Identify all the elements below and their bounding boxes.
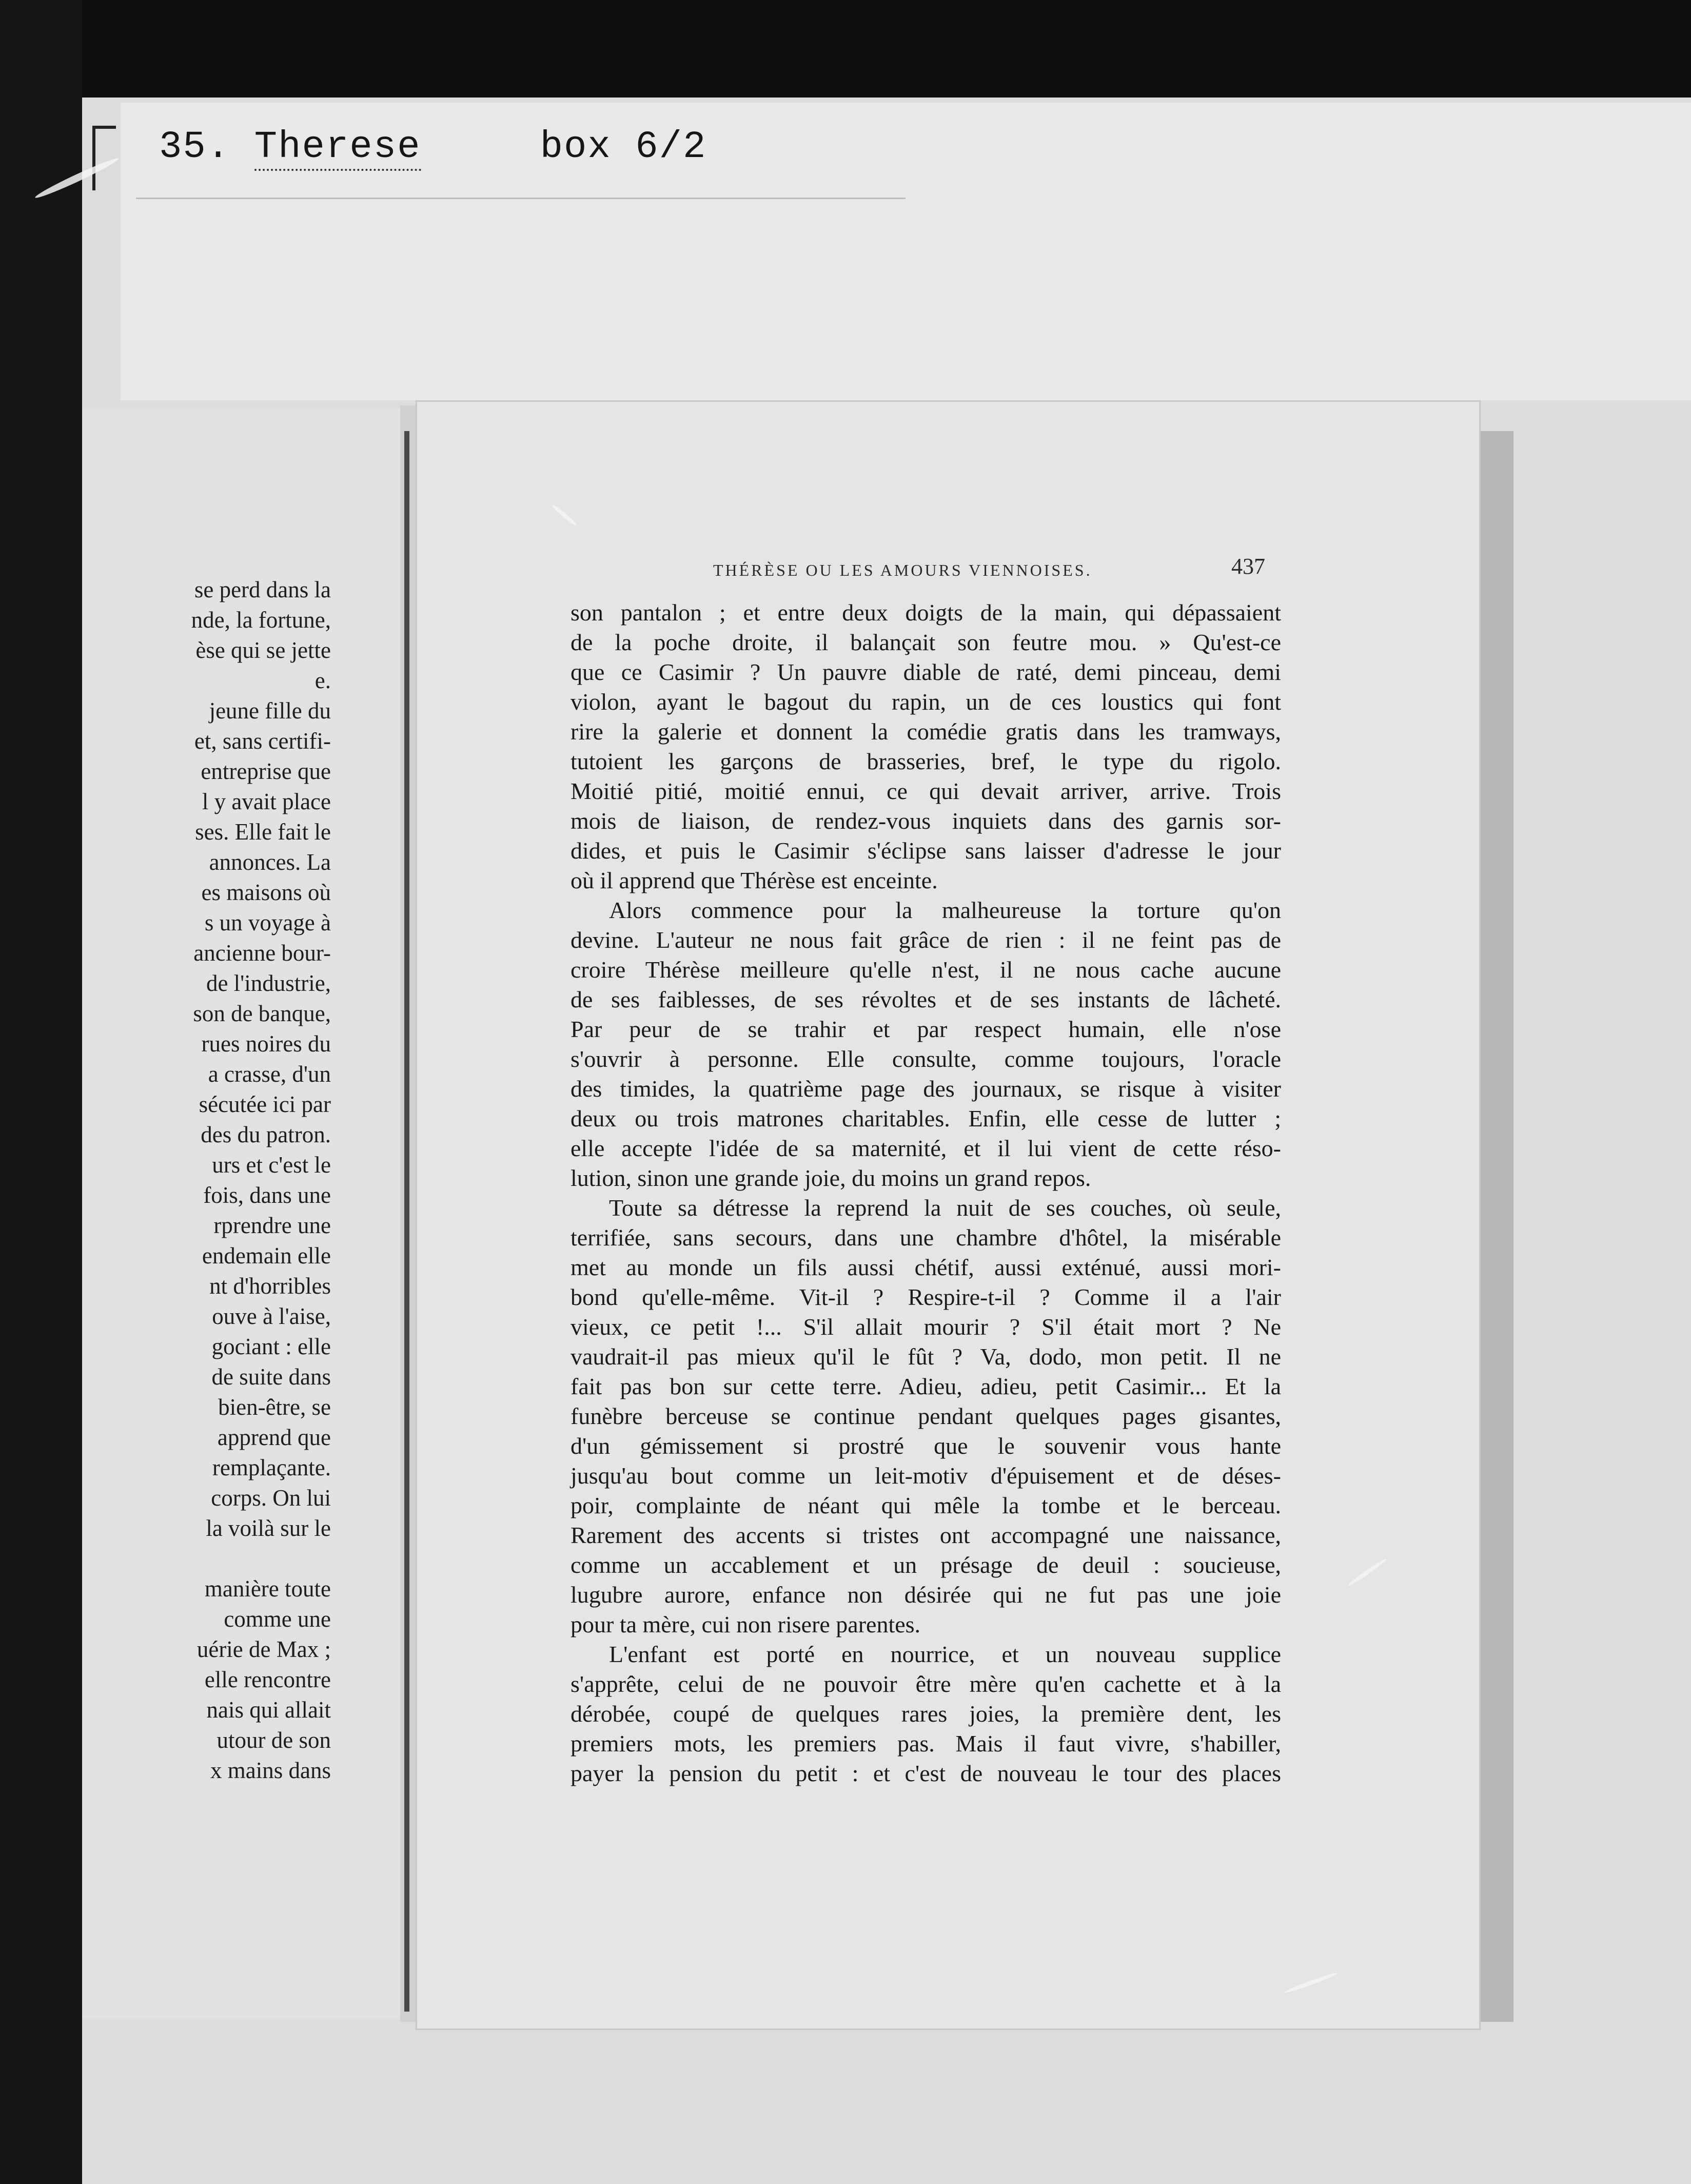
catalog-header (159, 126, 706, 169)
text-line: poir, complainte de néant qui mêle la tombe et le berceau. (571, 1492, 1281, 1518)
left-text-line: e. (314, 668, 331, 693)
body-text (571, 598, 1281, 1788)
page-number: 437 (1231, 554, 1265, 579)
text-line: deux ou trois matrones charitables. Enfin, elle cesse de lutter ; (571, 1105, 1281, 1132)
left-text-line: urs et c'est le (212, 1152, 331, 1178)
left-text-line: ancienne bour- (193, 940, 331, 966)
box-location: box 6/2 (540, 126, 707, 169)
text-line: s'ouvrir à personne. Elle consulte, comme toujours, l'oracle (571, 1046, 1281, 1072)
left-text-line: elle rencontre (204, 1667, 331, 1692)
left-text-line: et, sans certifi- (194, 728, 331, 754)
left-text-line: ouve à l'aise, (212, 1303, 331, 1329)
left-text-line: entreprise que (201, 758, 331, 784)
left-text-line: son de banque, (193, 1001, 331, 1026)
text-line: que ce Casimir ? Un pauvre diable de raté, demi pinceau, demi (571, 659, 1281, 685)
left-text-line: bien-être, se (218, 1394, 331, 1420)
left-text-line: l y avait place (202, 789, 331, 814)
text-line: Toute sa détresse la reprend la nuit de ses couches, où seule, (609, 1195, 1281, 1221)
text-line: violon, ayant le bagout du rapin, un de ces loustics qui font (571, 689, 1281, 715)
left-text-line: se perd dans la (194, 577, 331, 602)
left-text-line: es maisons où (201, 880, 331, 905)
text-line: pour ta mère, cui non risere parentes. (571, 1611, 921, 1637)
left-text-line: comme une (224, 1606, 331, 1632)
text-line: vieux, ce petit !... S'il allait mourir ? S'il était mort ? Ne (571, 1314, 1281, 1340)
corner-mark (92, 126, 116, 190)
text-line: premiers mots, les premiers pas. Mais il faut vivre, s'habiller, (571, 1730, 1281, 1757)
text-line: dérobée, coupé de quelques rares joies, la première dent, les (571, 1701, 1281, 1727)
left-text-line: sécutée ici par (199, 1091, 331, 1117)
text-line: mois de liaison, de rendez-vous inquiets dans des garnis sor- (571, 808, 1281, 834)
left-text-line: de suite dans (211, 1364, 331, 1390)
left-text-line: endemain elle (202, 1243, 331, 1269)
text-line: croire Thérèse meilleure qu'elle n'est, il ne nous cache aucune (571, 957, 1281, 983)
left-text-line: gociant : elle (211, 1334, 331, 1359)
left-text-line: x mains dans (210, 1758, 331, 1783)
left-text-line: nde, la fortune, (191, 607, 331, 633)
left-text-line: rues noires du (201, 1031, 331, 1057)
left-text-line: ses. Elle fait le (195, 819, 331, 845)
text-line: lugubre aurore, enfance non désirée qui ne fut pas une joie (571, 1582, 1281, 1608)
film-border-left (0, 0, 82, 2184)
text-line: bond qu'elle-même. Vit-il ? Respire-t-il ? Comme il a l'air (571, 1284, 1281, 1310)
left-text-line: a crasse, d'un (208, 1061, 331, 1087)
text-line: vaudrait-il pas mieux qu'il le fût ? Va, dodo, mon petit. Il ne (571, 1343, 1281, 1370)
text-line: Par peur de se trahir et par respect humain, elle n'ose (571, 1016, 1281, 1042)
text-line: s'apprête, celui de ne pouvoir être mère qu'en cachette et à la (571, 1671, 1281, 1697)
left-text-line: utour de son (217, 1727, 331, 1753)
text-line: met au monde un fils aussi chétif, aussi exténué, aussi mori- (571, 1254, 1281, 1280)
left-text-line: rprendre une (213, 1213, 331, 1238)
text-line: son pantalon ; et entre deux doigts de la main, qui dépassaient (571, 599, 1281, 626)
text-line: jusqu'au bout comme un leit-motiv d'épuisement et de déses- (571, 1463, 1281, 1489)
text-line: L'enfant est porté en nourrice, et un nouveau supplice (609, 1641, 1281, 1667)
text-line: Rarement des accents si tristes ont accompagné une naissance, (571, 1522, 1281, 1548)
text-line: fait pas bon sur cette terre. Adieu, adieu, petit Casimir... Et la (571, 1373, 1281, 1399)
text-line: comme un accablement et un présage de deuil : soucieuse, (571, 1552, 1281, 1578)
film-border-top (0, 0, 1691, 98)
left-text-line: corps. On lui (211, 1485, 331, 1511)
left-text-line: èse qui se jette (195, 637, 331, 663)
text-line: Alors commence pour la malheureuse la torture qu'on (609, 897, 1281, 923)
text-line: de ses faiblesses, de ses révoltes et de ses instants de lâcheté. (571, 986, 1281, 1012)
text-line: lution, sinon une grande joie, du moins un grand repos. (571, 1165, 1091, 1191)
left-text-line: annonces. La (209, 849, 331, 875)
left-text-line: s un voyage à (204, 910, 331, 935)
left-text-line: de l'industrie, (206, 970, 331, 996)
binding-spine (404, 431, 409, 2012)
text-line: rire la galerie et donnent la comédie gratis dans les tramways, (571, 718, 1281, 745)
left-text-line: nt d'horribles (209, 1273, 331, 1299)
left-text-line: fois, dans une (203, 1182, 331, 1208)
left-text-line: la voilà sur le (206, 1515, 331, 1541)
left-text-line: des du patron. (201, 1122, 331, 1147)
item-title: Therese (254, 126, 421, 171)
text-line: elle accepte l'idée de sa maternité, et il lui vient de cette réso- (571, 1135, 1281, 1161)
text-line: devine. L'auteur ne nous fait grâce de rien : il ne feint pas de (571, 927, 1281, 953)
text-line: de la poche droite, il balançait son feutre mou. » Qu'est-ce (571, 629, 1281, 655)
text-line: payer la pension du petit : et c'est de nouveau le tour des places (571, 1760, 1281, 1786)
text-line: d'un gémissement si prostré que le souvenir vous hante (571, 1433, 1281, 1459)
item-number: 35. (159, 126, 231, 169)
left-text-line: jeune fille du (209, 698, 331, 724)
left-text-line: remplaçante. (212, 1455, 331, 1480)
running-head: THÉRÈSE OU LES AMOURS VIENNOISES. (713, 561, 1092, 579)
text-line: où il apprend que Thérèse est enceinte. (571, 867, 938, 893)
left-text-line: nais qui allait (206, 1697, 331, 1723)
text-line: funèbre berceuse se continue pendant quelques pages gisantes, (571, 1403, 1281, 1429)
left-text-line: manière toute (204, 1576, 331, 1602)
text-line: Moitié pitié, moitié ennui, ce qui devait arriver, arrive. Trois (571, 778, 1281, 804)
text-line: terrifiée, sans secours, dans une chambre d'hôtel, la misérable (571, 1224, 1281, 1251)
left-text-line: apprend que (217, 1425, 331, 1450)
text-line: dides, et puis le Casimir s'éclipse sans laisser d'adresse le jour (571, 837, 1281, 864)
text-line: des timides, la quatrième page des journaux, se risque à visiter (571, 1076, 1281, 1102)
left-page-fragment (82, 408, 400, 2019)
text-line: tutoient les garçons de brasseries, bref, le type du rigolo. (571, 748, 1281, 774)
left-text-line: uérie de Max ; (196, 1636, 331, 1662)
header-rule (136, 198, 906, 199)
